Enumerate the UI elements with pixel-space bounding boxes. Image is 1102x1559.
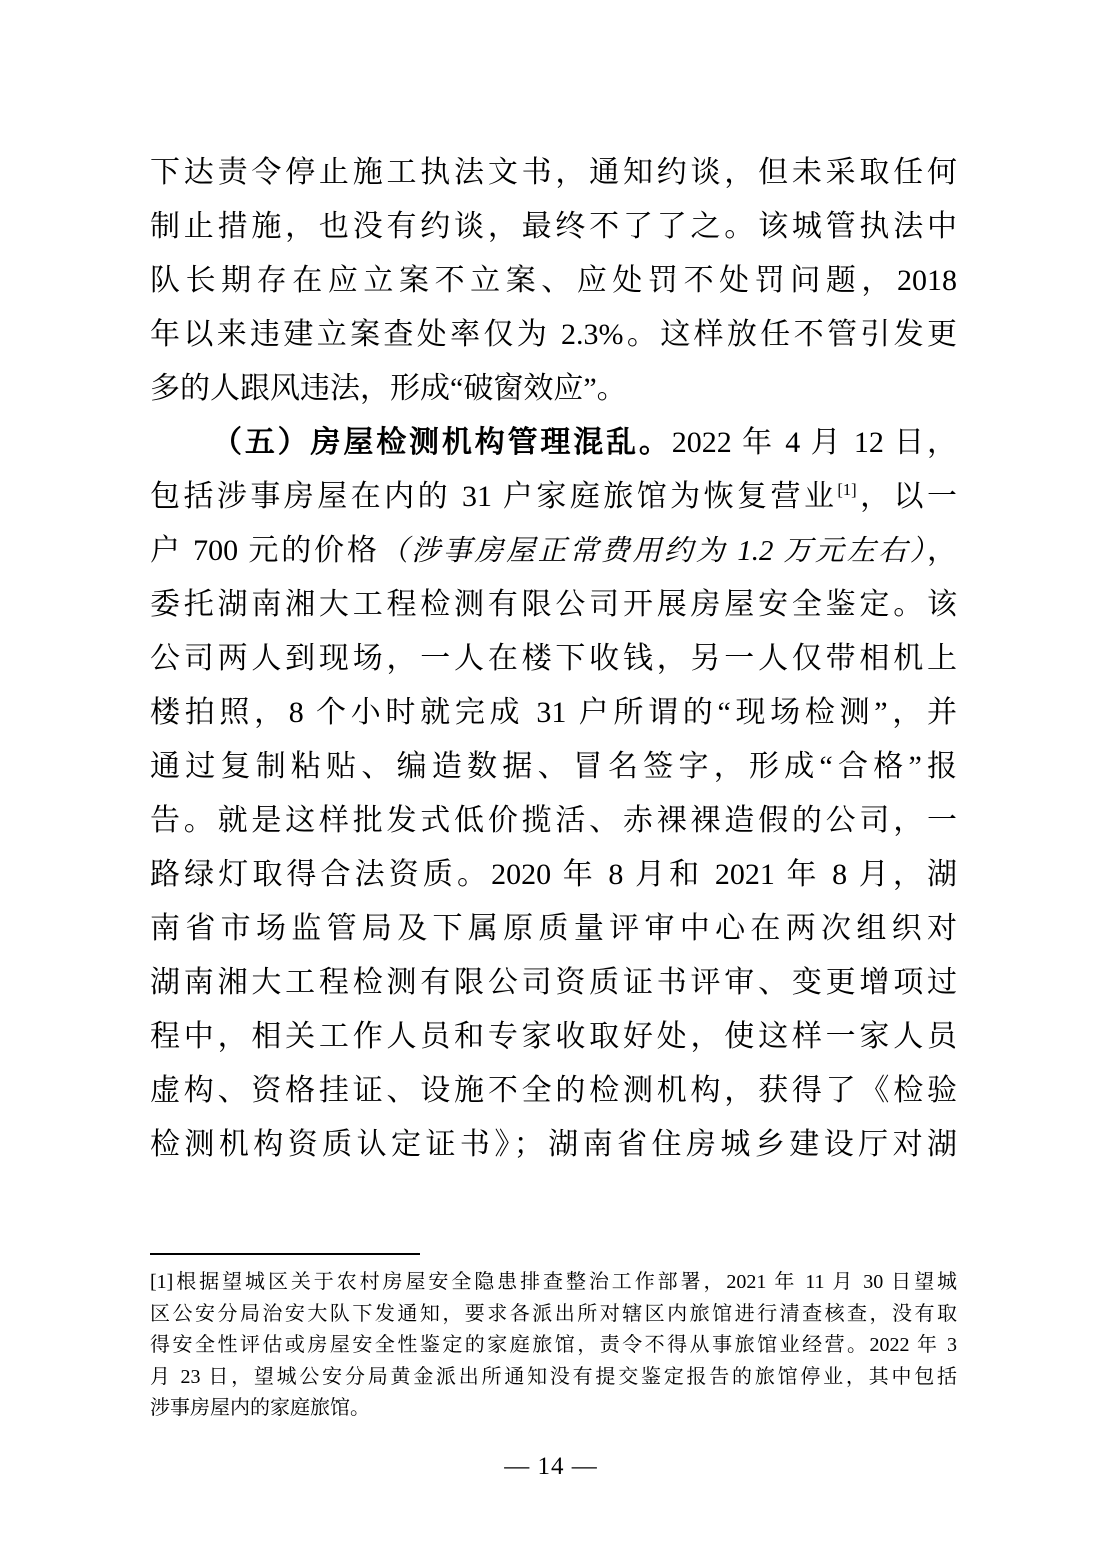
text-segment: 下达责令停止施工执法文书，通知约谈，但未采取任何	[150, 156, 957, 189]
text-line	[150, 524, 957, 578]
text-segment: 队长期存在应立案不立案、应处罚不处罚问题，2018	[150, 264, 957, 297]
text-segment: 制止措施，也没有约谈，最终不了了之。该城管执法中	[150, 210, 957, 243]
text-segment: 涉事房屋内的家庭旅馆。	[150, 1397, 370, 1419]
footnote-line	[150, 1330, 957, 1362]
text-line	[150, 686, 957, 740]
footnote-line	[150, 1393, 957, 1425]
text-segment: 得安全性评估或房屋安全性鉴定的家庭旅馆，责令不得从事旅馆业经营。2022 年 3	[150, 1334, 957, 1356]
text-segment: 检测机构资质认定证书》；湖南省住房城乡建设厅对湖	[150, 1128, 957, 1161]
text-segment: ，以一	[856, 480, 957, 513]
text-line	[150, 848, 957, 902]
footnote-separator	[150, 1253, 420, 1255]
text-segment: 虚构、资格挂证、设施不全的检测机构，获得了《检验	[150, 1074, 957, 1107]
text-segment: （涉事房屋正常费用约为 1.2 万元左右）	[379, 535, 927, 567]
text-line	[150, 956, 957, 1010]
text-segment: 多的人跟风违法，形成“破窗效应”。	[150, 372, 627, 405]
text-line	[150, 254, 957, 308]
text-segment: 告。就是这样批发式低价揽活、赤裸裸造假的公司，一	[150, 804, 957, 837]
text-line	[150, 146, 957, 200]
text-segment: 南省市场监管局及下属原质量评审中心在两次组织对	[150, 912, 957, 945]
text-line	[150, 1118, 957, 1172]
text-segment: ，	[927, 534, 957, 567]
text-segment: 程中，相关工作人员和专家收取好处，使这样一家人员	[150, 1020, 957, 1053]
text-segment: 户 700 元的价格	[150, 534, 380, 567]
text-segment: 年以来违建立案查处率仅为 2.3%。这样放任不管引发更	[150, 318, 957, 351]
text-line	[150, 470, 957, 524]
text-segment: 通过复制粘贴、编造数据、冒名签字，形成“合格”报	[150, 750, 957, 783]
text-line	[150, 794, 957, 848]
page-number: — 14 —	[504, 1453, 598, 1480]
text-segment: 委托湖南湘大工程检测有限公司开展房屋安全鉴定。该	[150, 588, 957, 621]
footnote-line	[150, 1299, 957, 1331]
text-segment: 公司两人到现场，一人在楼下收钱，另一人仅带相机上	[150, 642, 957, 675]
footnote-line	[150, 1362, 957, 1394]
text-segment: 路绿灯取得合法资质。2020 年 8 月和 2021 年 8 月，湖	[150, 858, 957, 891]
footnote-area	[150, 1267, 957, 1425]
text-line	[150, 632, 957, 686]
text-line	[150, 362, 957, 416]
text-line	[150, 902, 957, 956]
footnote-line	[150, 1267, 957, 1299]
text-segment: 月 23 日，望城公安分局黄金派出所通知没有提交鉴定报告的旅馆停业，其中包括	[150, 1365, 957, 1388]
text-segment: 区公安分局治安大队下发通知，要求各派出所对辖区内旅馆进行清查核查，没有取	[150, 1302, 957, 1325]
text-line	[150, 416, 957, 470]
text-segment: [1]根据望城区关于农村房屋安全隐患排查整治工作部署，2021 年 11 月 30 日望城	[150, 1271, 957, 1293]
text-line	[150, 1064, 957, 1118]
text-segment: 2022 年 4 月 12 日，	[671, 426, 957, 459]
text-line	[150, 308, 957, 362]
text-segment: （五）房屋检测机构管理混乱。	[212, 426, 672, 459]
text-line	[150, 578, 957, 632]
footnote-reference: [1]	[837, 480, 857, 499]
text-segment: 包括涉事房屋在内的 31 户家庭旅馆为恢复营业	[150, 480, 838, 513]
text-line	[150, 200, 957, 254]
body-text	[150, 146, 957, 1172]
text-segment: 湖南湘大工程检测有限公司资质证书评审、变更增项过	[150, 966, 957, 999]
text-line	[150, 740, 957, 794]
text-line	[150, 1010, 957, 1064]
text-segment: 楼拍照，8 个小时就完成 31 户所谓的“现场检测”，并	[150, 696, 957, 729]
